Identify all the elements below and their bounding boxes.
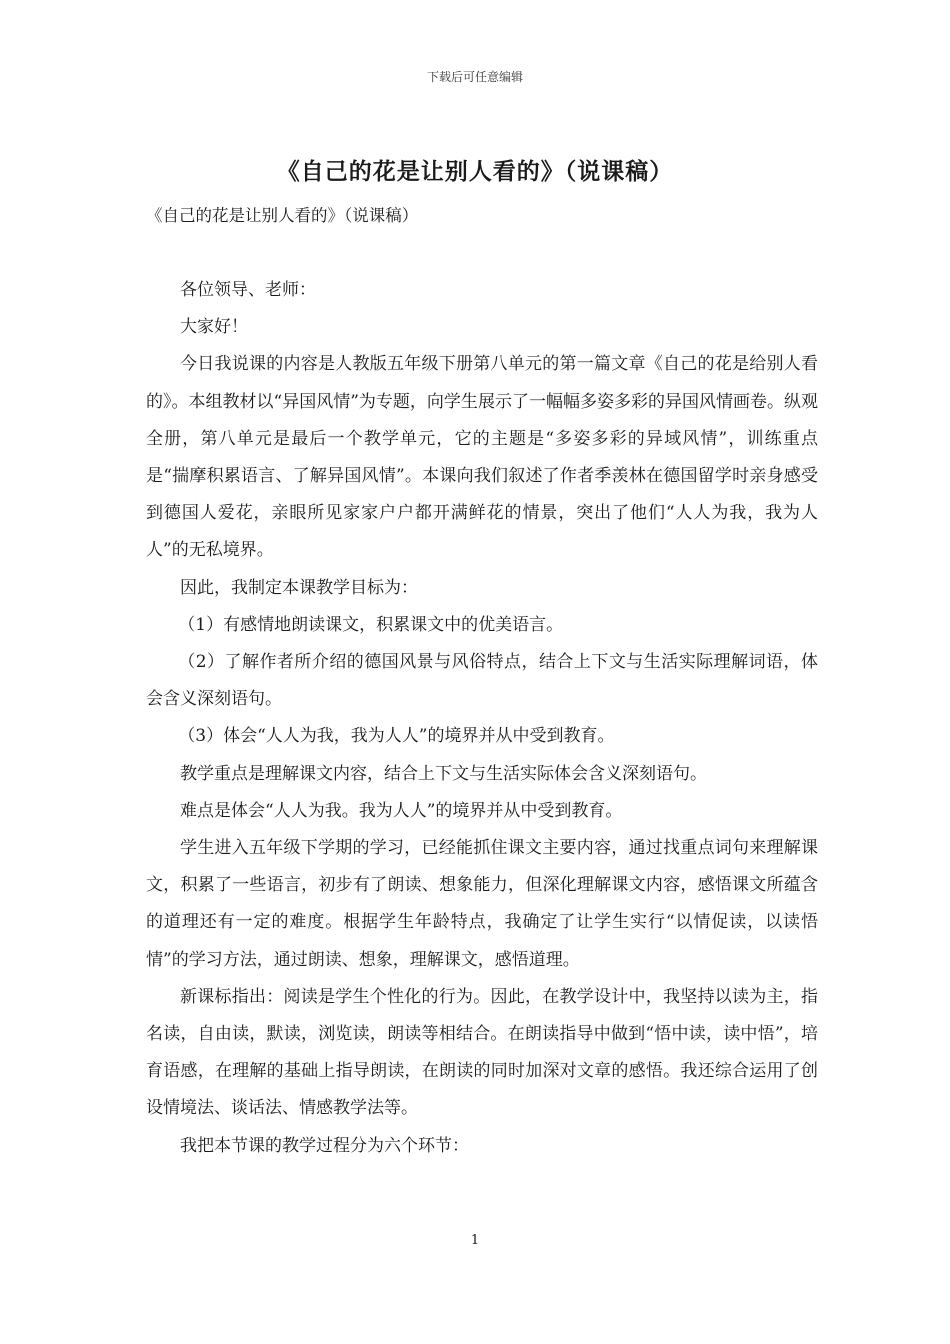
document-title: 《自己的花是让别人看的》（说课稿） (276, 158, 674, 185)
document-body (146, 272, 818, 1165)
paragraph-goal-1: （1）有感情地朗读课文，积累课文中的优美语言。 (178, 614, 564, 635)
paragraph-goal-2: （2）了解作者所介绍的德国风景与风俗特点，结合上下文与生活实际理解词语，体会含义深刻语句。 (146, 652, 818, 710)
paragraph-process-intro: 我把本节课的教学过程分为六个环节： (180, 1135, 469, 1156)
paragraph-goals-intro: 因此，我制定本课教学目标为： (180, 577, 418, 598)
paragraph-introduction: 今日我说课的内容是人教版五年级下册第八单元的第一篇文章《自己的花是给别人看的》。本组教材以“异国风情”为专题，向学生展示了一幅幅多姿多彩的异国风情画卷。纵观全册，第八单元是最后一个教学单元，它的主题是“多姿多彩的异域风情”，训练重点是“揣摩积累语言、了解异国风情”。本课向我们叙述了作者季羡林在德国留学时亲身感受到德国人爱花，亲眼所见家家户户都开满鲜花的情景，突出了他们“人人为我，我为人人”的无私境界。 (146, 354, 818, 561)
page-header: 下载后可任意编辑 (426, 70, 523, 84)
page-number: 1 (470, 1233, 480, 1248)
paragraph-difficulty: 难点是体会“人人为我。我为人人”的境界并从中受到教育。 (180, 800, 623, 821)
paragraph-goal-3: （3）体会“人人为我，我为人人”的境界并从中受到教育。 (178, 726, 615, 747)
paragraph-key-point: 教学重点是理解课文内容，结合上下文与生活实际体会含义深刻语句。 (180, 763, 707, 784)
paragraph-student-analysis: 学生进入五年级下学期的学习，已经能抓住课文主要内容，通过找重点词句来理解课文，积累了一些语言，初步有了朗读、想象能力，但深化理解课文内容，感悟课文所蕴含的道理还有一定的难度。根据学生年龄特点，我确定了让学生实行“以情促读，以读悟情”的学习方法，通过朗读、想象，理解课文，感悟道理。 (146, 838, 818, 970)
paragraph-method: 新课标指出：阅读是学生个性化的行为。因此，在教学设计中，我坚持以读为主，指名读，自由读，默读，浏览读，朗读等相结合。在朗读指导中做到“悟中读，读中悟”，培育语感，在理解的基础上指导朗读，在朗读的同时加深对文章的感悟。我还综合运用了创设情境法、谈话法、情感教学法等。 (146, 986, 818, 1119)
document-subtitle: 《自己的花是让别人看的》（说课稿） (146, 206, 419, 225)
paragraph-greeting: 各位领导、老师： (180, 280, 316, 300)
paragraph-hello: 大家好！ (180, 317, 248, 338)
